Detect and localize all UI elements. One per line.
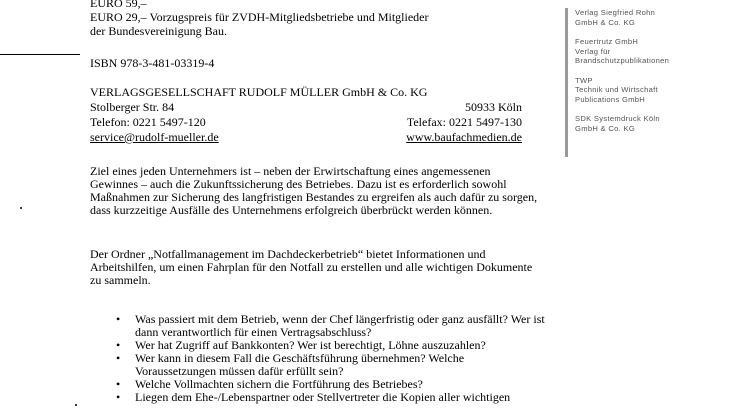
price-line-member: EURO 29,– Vorzugspreis für ZVDH-Mitgliedsbetriebe und Mitglieder: [90, 10, 429, 24]
intro-paragraph: Ziel eines jeden Unternehmers ist – neben der Erwirtschaftung eines angemessenen Gewinnes – auch die Zukunftssicherung des Betriebes. Dazu ist es erforderlich sowohl Maßnahmen zur Sicherung des langfristigen Bestandes zu ergreifen als auch dafür zu sorgen, dass kurzzeitige Ausfälle des Unternehmens erfolgreich überbrückt werden können.: [90, 164, 538, 217]
ordner-paragraph: Der Ordner „Notfallmanagement im Dachdeckerbetrieb“ bietet Informationen und Arbeitshilfen, um einen Fahrplan für den Notfall zu erstellen und alle wichtigen Dokumente zu sammeln.: [90, 247, 533, 287]
list-item-text: Liegen dem Ehe-/Lebenspartner oder Stellvertreter die Kopien aller wichtigen: [135, 390, 511, 404]
publisher-web-link[interactable]: www.baufachmedien.de: [406, 130, 522, 144]
price-line-member-cont: der Bundesvereinigung Bau.: [90, 24, 227, 38]
margin-dot: [20, 207, 22, 209]
publisher-fax: Telefax: 0221 5497-130: [406, 115, 522, 129]
list-item: [135, 391, 565, 404]
list-item-text: • Wer kann in diesem Fall die Geschäftsführung übernehmen? Welche Voraussetzungen müssen dafür erfüllt sein?: [135, 351, 465, 378]
sidebar-group-sdk: SDK Systemdruck Köln GmbH & Co. KG: [575, 114, 660, 133]
sidebar-group-feuertrutz: Feuertrutz GmbH Verlag für Brandschutzpublikationen: [575, 37, 670, 65]
publisher-street: Stolberger Str. 84: [90, 100, 175, 114]
list-item-text: Welche Vollmachten sichern die Fortführung des Betriebes?: [135, 377, 423, 391]
margin-dot: [75, 404, 77, 406]
left-divider: [0, 54, 80, 55]
publisher-phone: Telefon: 0221 5497-120: [90, 115, 206, 129]
list-item-text: Wer hat Zugriff auf Bankkonten? Wer ist berechtigt, Löhne auszuzahlen?: [135, 338, 486, 352]
sidebar-group-rohn: Verlag Siegfried Rohn GmbH & Co. KG: [575, 8, 656, 27]
publisher-name: VERLAGSGESELLSCHAFT RUDOLF MÜLLER GmbH & Co. KG: [90, 85, 428, 99]
question-list: [135, 313, 565, 404]
price-line-regular: EURO 59,–: [90, 0, 147, 10]
publisher-city: 50933 Köln: [465, 100, 522, 114]
list-item: [135, 313, 565, 339]
sidebar-group-twp: TWP Technik und Wirtschaft Publications GmbH: [575, 75, 658, 104]
publisher-group-sidebar: [565, 8, 715, 157]
list-item-text: • Was passiert mit dem Betrieb, wenn der Chef längerfristig oder ganz ausfällt? Wer ist dann verantwortlich für einen Vertragsabschluss?: [135, 312, 545, 339]
publisher-email-link[interactable]: service@rudolf-mueller.de: [90, 130, 219, 144]
isbn: ISBN 978-3-481-03319-4: [90, 56, 215, 70]
list-item: [135, 352, 565, 378]
